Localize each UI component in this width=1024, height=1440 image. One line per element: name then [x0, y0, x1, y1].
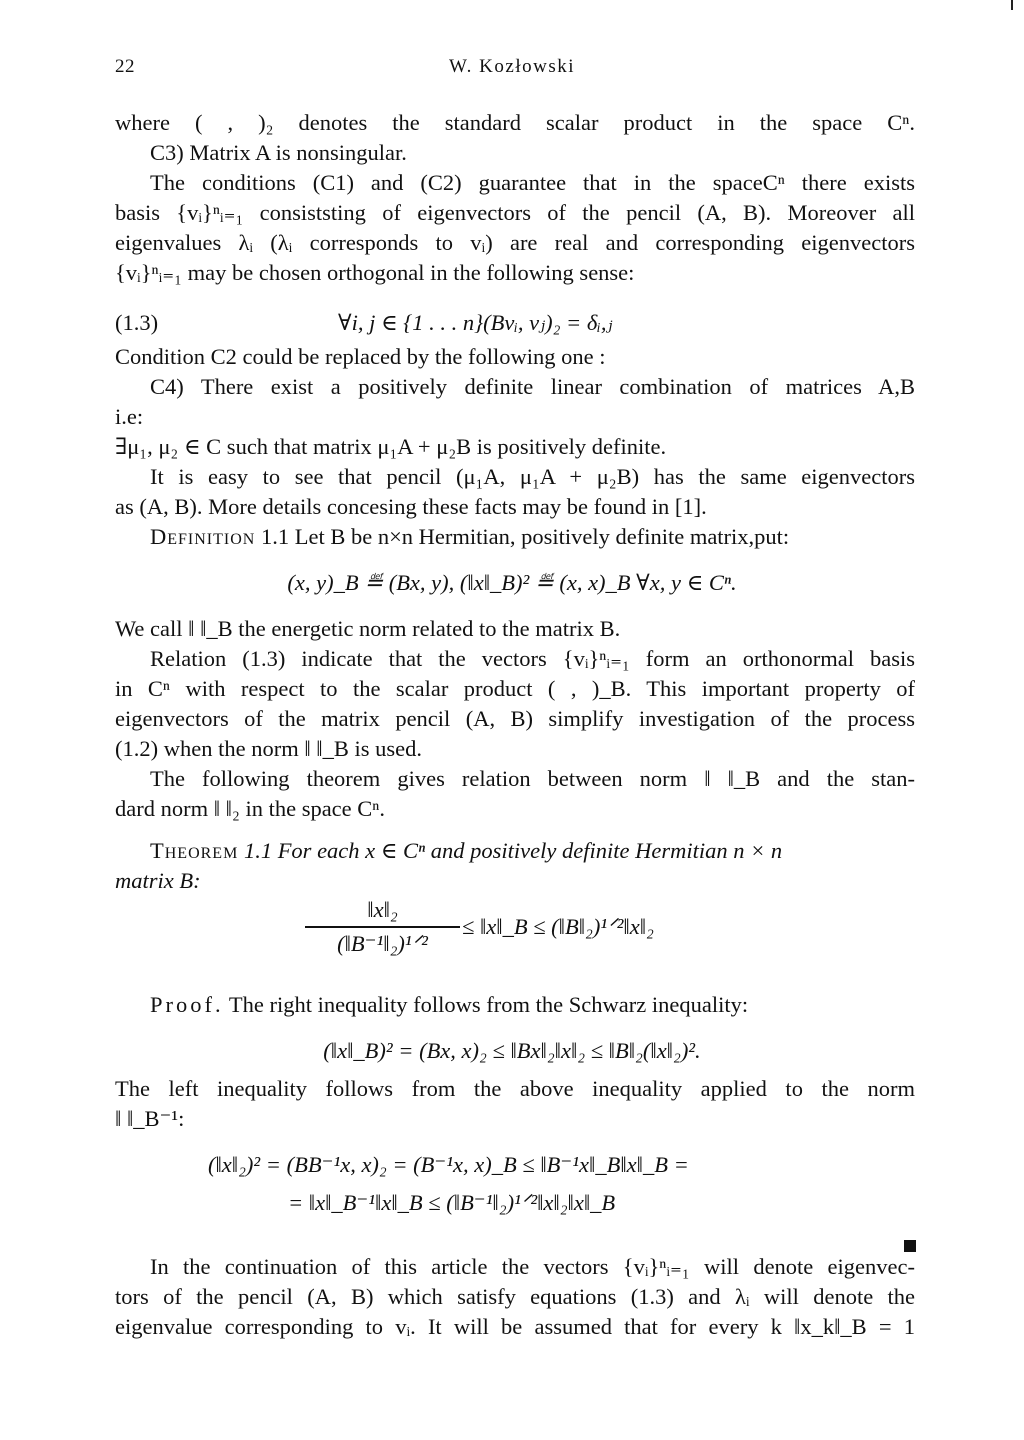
- text-line: eigenvectors of the matrix pencil (A, B) simplify investigation of the process: [115, 706, 915, 731]
- text-line: {vᵢ}ⁿᵢ₌₁ may be chosen orthogonal in the following sense:: [115, 260, 635, 285]
- text-line: (1.2) when the norm ‖ ‖_B is used.: [115, 736, 422, 761]
- definition-line: [150, 522, 789, 552]
- fraction: [305, 896, 460, 958]
- equation: = ‖x‖_B⁻¹‖x‖_B ≤ (‖B⁻¹‖₂)¹ᐟ²‖x‖₂‖x‖_B: [288, 1190, 616, 1215]
- text-line: C3) Matrix A is nonsingular.: [150, 140, 407, 165]
- definition-label: Definition: [150, 524, 256, 549]
- text-line: In the continuation of this article the vectors {vᵢ}ⁿᵢ₌₁ will denote eigenvec-: [150, 1254, 915, 1279]
- text-line: It is easy to see that pencil (μ₁A, μ₁A + μ₂B) has the same eigenvectors: [150, 464, 915, 489]
- text-line: eigenvalues λᵢ (λᵢ corresponds to vᵢ) are real and corresponding eigenvectors: [115, 230, 915, 255]
- equation: ∀i, j ∈ {1 . . . n}(Bvᵢ, vⱼ)₂ = δᵢ,ⱼ: [338, 310, 613, 335]
- theorem-label: Theorem: [150, 838, 239, 863]
- text-line: The left inequality follows from the above inequality applied to the norm: [115, 1076, 915, 1101]
- proof-text: The right inequality follows from the Schwarz inequality:: [228, 992, 749, 1017]
- definition-text: 1.1 Let B be n×n Hermitian, positively definite matrix,put:: [260, 524, 790, 549]
- text-line: ∃μ₁, μ₂ ∈ C such that matrix μ₁A + μ₂B is positively definite.: [115, 434, 667, 459]
- text-line: dard norm ‖ ‖₂ in the space Cⁿ.: [115, 796, 385, 821]
- text-line: Condition C2 could be replaced by the following one :: [115, 344, 606, 369]
- text-line: The conditions (C1) and (C2) guarantee that in the spaceCⁿ there exists: [150, 170, 915, 195]
- proof-line: [150, 990, 748, 1020]
- scan-mark: [1011, 0, 1013, 10]
- fraction-bar: [305, 926, 460, 928]
- text-line: Relation (1.3) indicate that the vectors {vᵢ}ⁿᵢ₌₁ form an orthonormal basis: [150, 646, 915, 671]
- text-line: The following theorem gives relation between norm ‖ ‖_B and the stan-: [150, 766, 915, 791]
- text-line: in Cⁿ with respect to the scalar product ( , )_B. This important property of: [115, 676, 915, 701]
- text-line: basis {vᵢ}ⁿᵢ₌₁ consiststing of eigenvectors of the pencil (A, B). Moreover all: [115, 200, 915, 225]
- text-line: C4) There exist a positively definite linear combination of matrices A,B: [150, 374, 915, 399]
- text-line: where ( , )₂ denotes the standard scalar product in the space Cⁿ.: [115, 110, 915, 135]
- text-line: We call ‖ ‖_B the energetic norm related to the matrix B.: [115, 616, 621, 641]
- theorem-line: [150, 836, 782, 866]
- theorem-text: 1.1 For each x ∈ Cⁿ and positively definite Hermitian n × n: [243, 838, 783, 863]
- fraction-denominator: (‖B⁻¹‖₂)¹ᐟ²: [337, 930, 428, 956]
- text-line: ‖ ‖_B⁻¹:: [115, 1106, 185, 1131]
- running-head-author: W. Kozłowski: [448, 56, 576, 77]
- page-number: 22: [115, 56, 135, 77]
- equation: (‖x‖₂)² = (BB⁻¹x, x)₂ = (B⁻¹x, x)_B ≤ ‖B⁻¹x‖_B‖x‖_B =: [208, 1152, 689, 1177]
- theorem-text: matrix B:: [115, 868, 201, 893]
- equation: (x, y)_B ≝ (Bx, y), (‖x‖_B)² ≝ (x, x)_B ∀x, y ∈ Cⁿ.: [287, 570, 737, 595]
- equation-number: (1.3): [115, 310, 159, 335]
- text-line: tors of the pencil (A, B) which satisfy equations (1.3) and λᵢ will denote the: [115, 1284, 915, 1309]
- equation: ≤ ‖x‖_B ≤ (‖B‖₂)¹ᐟ²‖x‖₂: [462, 914, 654, 939]
- proof-label: Proof.: [150, 992, 224, 1017]
- text-line: as (A, B). More details concesing these facts may be found in [1].: [115, 494, 707, 519]
- fraction-numerator: ‖x‖₂: [367, 897, 398, 922]
- equation: (‖x‖_B)² = (Bx, x)₂ ≤ ‖Bx‖₂‖x‖₂ ≤ ‖B‖₂(‖x‖₂)².: [323, 1038, 701, 1063]
- text-line: i.e:: [115, 404, 144, 429]
- qed-square: [904, 1240, 916, 1252]
- text-line: eigenvalue corresponding to vᵢ. It will be assumed that for every k ‖x_k‖_B = 1: [115, 1314, 915, 1339]
